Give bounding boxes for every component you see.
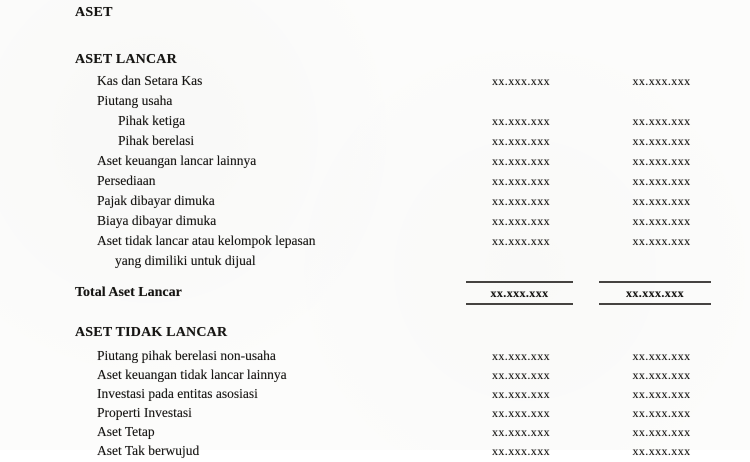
amount-col2: xx.xxx.xxx [632, 174, 691, 188]
row-label: Properti Investasi [97, 405, 192, 420]
amount-col1: xx.xxx.xxx [492, 214, 550, 228]
row-label: Aset keuangan tidak lancar lainnya [97, 367, 287, 382]
table-row [75, 133, 703, 153]
amount-col2: xx.xxx.xxx [632, 406, 691, 420]
table-row [75, 233, 703, 253]
amount-col1: xx.xxx.xxx [492, 368, 550, 382]
table-row [75, 253, 703, 273]
amount-col1: xx.xxx.xxx [492, 134, 550, 148]
table-row [75, 113, 703, 133]
amount-col2: xx.xxx.xxx [632, 349, 691, 363]
section-heading-aset-lancar: ASET LANCAR [75, 52, 177, 67]
row-label: Pihak ketiga [118, 113, 186, 128]
table-row [75, 424, 703, 443]
row-label: Aset Tetap [97, 424, 155, 439]
table-row [75, 193, 703, 213]
row-label: Aset tidak lancar atau kelompok lepasan [97, 233, 316, 248]
amount-col2: xx.xxx.xxx [632, 387, 691, 401]
total-aset-lancar-row [75, 280, 711, 306]
row-label: Aset Tak berwujud [97, 443, 200, 458]
row-label: Persediaan [97, 173, 156, 188]
total-amount-col2: xx.xxx.xxx [599, 281, 711, 305]
amount-col1: xx.xxx.xxx [492, 444, 550, 458]
table-row [75, 367, 703, 386]
amount-col2: xx.xxx.xxx [632, 444, 691, 458]
amount-col2: xx.xxx.xxx [632, 114, 691, 128]
row-label: Kas dan Setara Kas [97, 73, 203, 88]
amount-col2: xx.xxx.xxx [632, 214, 691, 228]
amount-col2: xx.xxx.xxx [632, 134, 691, 148]
amount-col2: xx.xxx.xxx [632, 425, 691, 439]
amount-col1: xx.xxx.xxx [492, 387, 550, 401]
amount-col1: xx.xxx.xxx [492, 74, 550, 88]
table-row [75, 405, 703, 424]
amount-col1: xx.xxx.xxx [492, 154, 550, 168]
amount-col1: xx.xxx.xxx [492, 114, 550, 128]
table-row [75, 213, 703, 233]
table-row [75, 173, 703, 193]
page-title: ASET [75, 5, 113, 20]
total-amount-col1: xx.xxx.xxx [466, 281, 573, 305]
row-label: Pihak berelasi [118, 133, 195, 148]
row-label: Pajak dibayar dimuka [97, 193, 215, 208]
row-label: Piutang usaha [97, 93, 173, 108]
amount-col1: xx.xxx.xxx [492, 174, 550, 188]
row-label: Biaya dibayar dimuka [97, 213, 217, 228]
row-label-continuation: yang dimiliki untuk dijual [115, 253, 256, 268]
table-row [75, 386, 703, 405]
amount-col2: xx.xxx.xxx [632, 194, 691, 208]
row-label: Investasi pada entitas asosiasi [97, 386, 258, 401]
amount-col1: xx.xxx.xxx [492, 194, 550, 208]
amount-col1: xx.xxx.xxx [492, 349, 550, 363]
row-label: Piutang pihak berelasi non-usaha [97, 348, 276, 363]
table-row [75, 93, 703, 113]
table-row [75, 73, 703, 93]
amount-col2: xx.xxx.xxx [632, 154, 691, 168]
table-row [75, 153, 703, 173]
amount-col1: xx.xxx.xxx [492, 425, 550, 439]
aset-lancar-rows [75, 73, 703, 273]
amount-col2: xx.xxx.xxx [632, 74, 691, 88]
table-row [75, 348, 703, 367]
aset-tidak-lancar-rows [75, 348, 703, 462]
amount-col1: xx.xxx.xxx [492, 406, 550, 420]
amount-col2: xx.xxx.xxx [632, 234, 691, 248]
row-label: Aset keuangan lancar lainnya [97, 153, 257, 168]
amount-col2: xx.xxx.xxx [632, 368, 691, 382]
section-heading-aset-tidak-lancar: ASET TIDAK LANCAR [75, 325, 228, 340]
table-row-clipped [75, 443, 703, 462]
total-row-label: Total Aset Lancar [75, 285, 182, 300]
amount-col1: xx.xxx.xxx [492, 234, 550, 248]
